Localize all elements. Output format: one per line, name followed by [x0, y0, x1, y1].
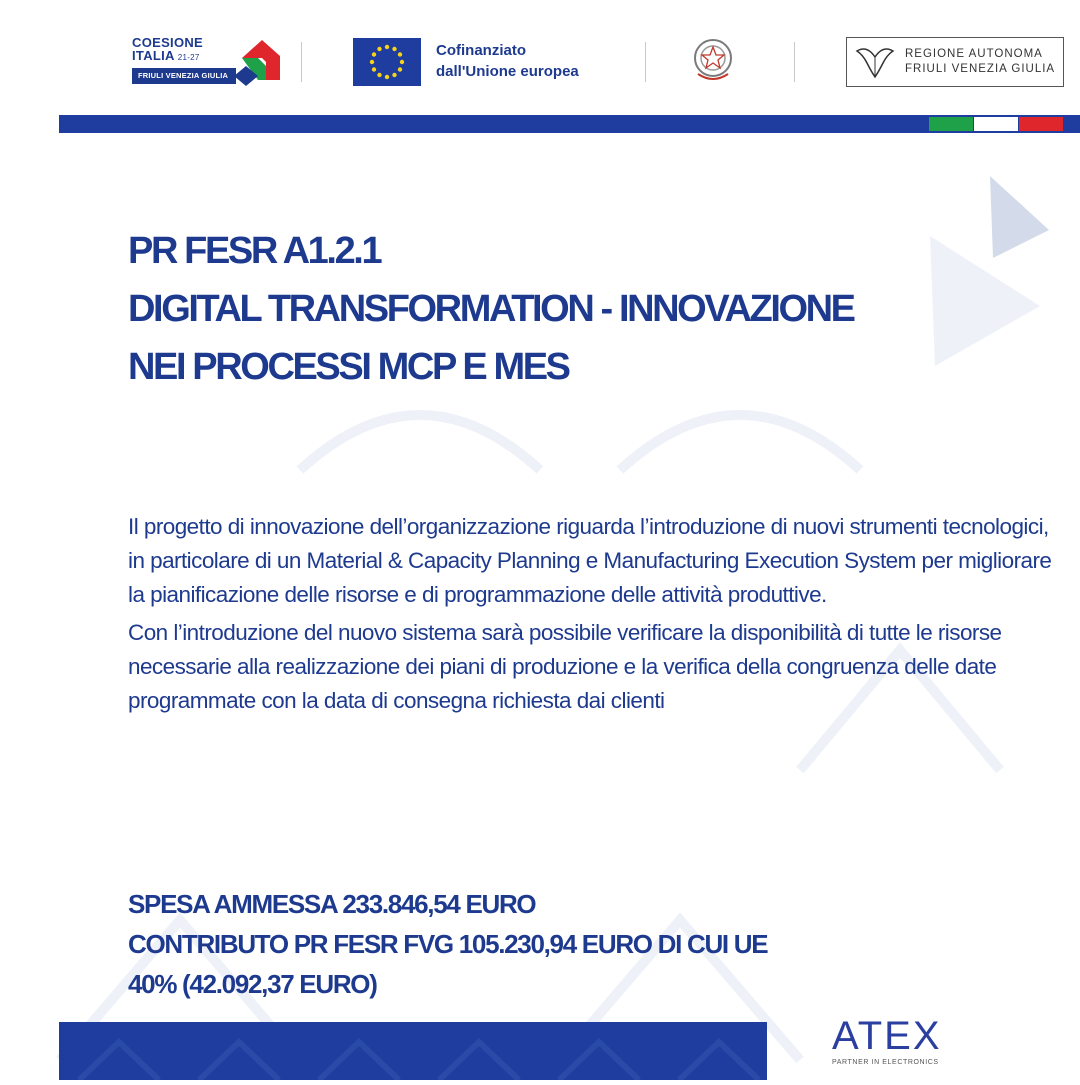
approved-expense: SPESA AMMESSA 233.846,54 EURO [128, 889, 536, 919]
bottom-blue-band [59, 1022, 767, 1080]
separator [301, 42, 302, 82]
coesione-region-badge: FRIULI VENEZIA GIULIA [132, 68, 236, 84]
funding-amounts [128, 884, 1028, 1004]
atex-logo [832, 1013, 952, 1073]
contribution: CONTRIBUTO PR FESR FVG 105.230,94 EURO DI CUI UE [128, 929, 768, 959]
description-paragraph-2: Con l’introduzione del nuovo sistema sarà possibile verificare la disponibilità di tutte le risorse necessarie alla realizzazione dei piani di produzione e la verifica della congruenza delle date programmate con la data di consegna richiesta dai clienti [128, 620, 1002, 713]
atex-wordmark: ATEX [832, 1014, 942, 1058]
flag-white-stripe [974, 117, 1018, 131]
italian-republic-emblem-icon [692, 36, 734, 84]
flag-red-stripe [1019, 117, 1063, 131]
description-paragraph-1: Il progetto di innovazione dell’organizzazione riguarda l’introduzione di nuovi strumenti tecnologici, in particolare di un Material & Capacity Planning e Manufacturing Execution System per migliorare la pianificazione delle risorse e di programmazione delle attività produttive. [128, 514, 1052, 607]
eu-flag [353, 38, 421, 86]
eu-stars-icon [353, 38, 421, 86]
coesione-arrow-icon [232, 36, 282, 90]
eagle-icon [853, 43, 897, 81]
regione-text: REGIONE AUTONOMA FRIULI VENEZIA GIULIA [905, 48, 1056, 75]
coesione-text: COESIONE ITALIA 21-27 [132, 35, 204, 63]
atex-tagline: PARTNER IN ELECTRONICS [832, 1059, 939, 1066]
project-description [128, 510, 1058, 718]
page-title: PR FESR A1.2.1 DIGITAL TRANSFORMATION - INNOVAZIONE NEI PROCESSI MCP E MES [128, 230, 854, 388]
flag-green-stripe [929, 117, 973, 131]
eu-share: 40% (42.092,37 EURO) [128, 969, 377, 999]
eu-cofinanced-text: Cofinanziato dall'Unione europea [436, 42, 579, 80]
coesione-italia-logo [132, 36, 282, 90]
regione-fvg-logo [846, 37, 1064, 87]
separator [645, 42, 646, 82]
band-pattern [59, 1022, 767, 1080]
separator [794, 42, 795, 82]
top-blue-band [59, 115, 1080, 133]
